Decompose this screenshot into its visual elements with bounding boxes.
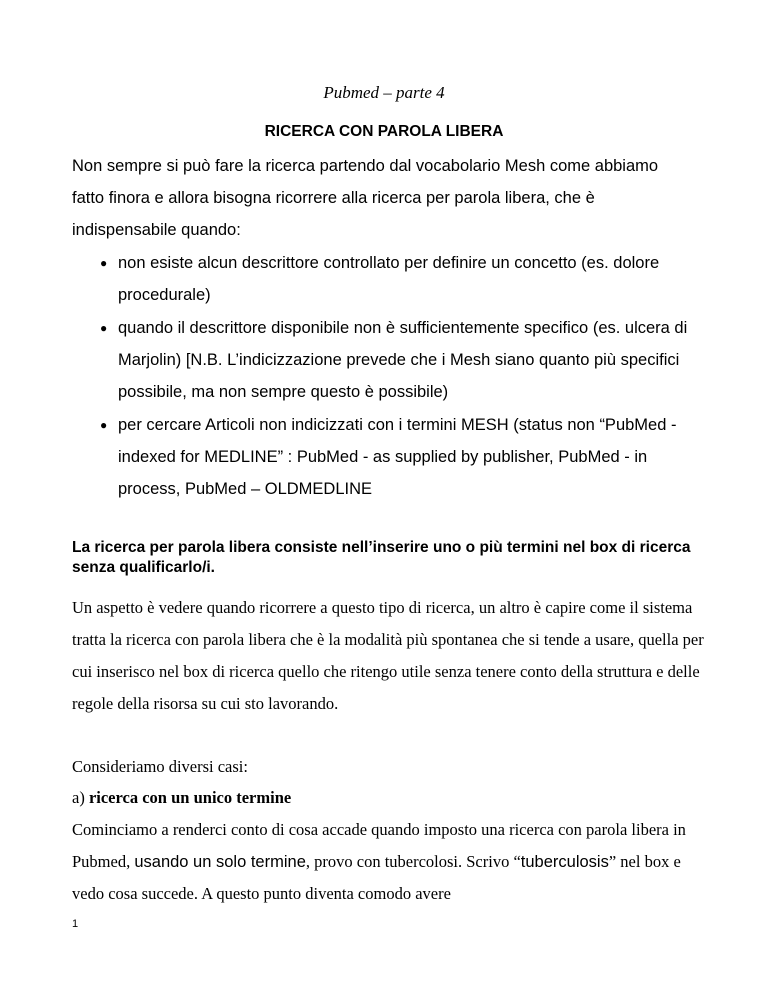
case-title: ricerca con un unico termine xyxy=(88,788,292,807)
text-run: , provo con tubercolosi. Scrivo “ xyxy=(305,852,521,871)
list-item xyxy=(100,247,698,311)
bullet-icon: ● xyxy=(100,256,108,270)
case-prefix: a) xyxy=(72,788,89,807)
intro-paragraph: Non sempre si può fare la ricerca partendo dal vocabolario Mesh come abbiamo fatto finora e allora bisogna ricorrere alla ricerca per parola libera, che è indispensabile quando: xyxy=(72,157,659,239)
bullet-text: quando il descrittore disponibile non è sufficientemente specifico (es. ulcera di Marjolin) [N.B. L’indicizzazione prevede che i Mesh siano quanto più specifici possibile, ma non sempre questo è possibile) xyxy=(118,319,688,401)
bullet-icon: ● xyxy=(100,418,108,432)
text-run: ” nel box e vedo cosa succede. A questo punto diventa comodo avere xyxy=(72,852,681,903)
section-heading: RICERCA CON PAROLA LIBERA xyxy=(264,123,504,140)
cases-intro: Consideriamo diversi casi: xyxy=(72,757,248,776)
case-heading xyxy=(72,782,291,814)
text-run-sans: usando un solo termine xyxy=(134,853,306,871)
body-paragraph-2 xyxy=(72,814,712,910)
bullet-text: non esiste alcun descrittore controllato per definire un concetto (es. dolore procedurale) xyxy=(118,254,660,304)
page-number: 1 xyxy=(72,918,79,930)
bold-statement: La ricerca per parola libera consiste nell’inserire uno o più termini nel box di ricerca senza qualificarlo/i. xyxy=(72,539,691,576)
search-term: tuberculosis xyxy=(520,853,609,871)
text-run: Cominciamo a renderci conto di cosa accade quando imposto una ricerca con parola libera in Pubmed, xyxy=(72,820,686,871)
bullet-icon: ● xyxy=(100,321,108,335)
bullet-text: per cercare Articoli non indicizzati con i termini MESH (status non “PubMed - indexed for MEDLINE” : PubMed - as supplied by publisher, PubMed - in process, PubMed – OLDMEDLINE xyxy=(118,416,677,498)
list-item xyxy=(100,312,698,408)
document-title: Pubmed – parte 4 xyxy=(323,83,445,102)
body-paragraph: Un aspetto è vedere quando ricorrere a questo tipo di ricerca, un altro è capire come il sistema tratta la ricerca con parola libera che è la modalità più spontanea che si tende a usare, quella per cui inserisco nel box di ricerca quello che ritengo utile senza tenere conto della struttura e delle regole della risorsa su cui sto lavorando. xyxy=(72,598,704,713)
list-item xyxy=(100,409,698,505)
